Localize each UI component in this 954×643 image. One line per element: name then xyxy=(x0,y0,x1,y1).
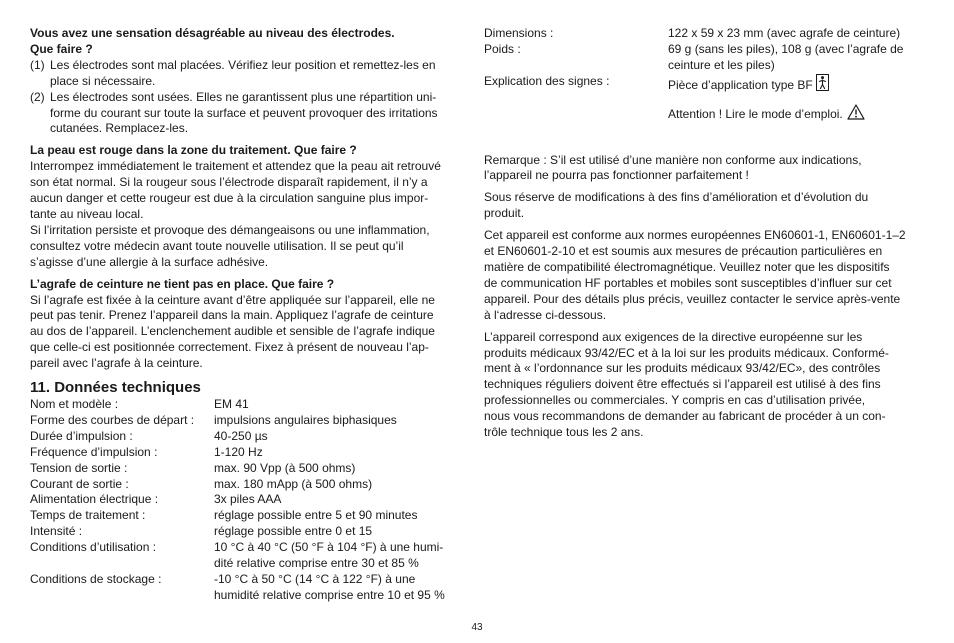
text-line: à l‘adresse ci-dessous. xyxy=(484,307,607,322)
text-line: 10 °C à 40 °C (50 °F à 104 °F) à une humi- xyxy=(214,540,444,555)
text-line: et EN60601-2-10 et est soumis aux mesures de précaution particulières en xyxy=(484,244,883,259)
q1-item-1-text xyxy=(50,58,470,90)
directive-paragraph xyxy=(484,330,924,441)
text-line: 69 g (sans les piles), 108 g (avec l’agrafe de xyxy=(668,41,904,56)
text-line: 1-120 Hz xyxy=(214,444,263,459)
text-line: peut pas tenir. Prenez l’appareil dans la main. Appliquez l’agrafe de ceinture xyxy=(30,308,434,323)
spec-row xyxy=(30,429,470,445)
text-line: l’appareil ne pourra pas fonctionner parfaitement ! xyxy=(484,168,749,183)
text-line: s’agisse d’une allergie à la surface adhésive. xyxy=(30,254,269,269)
spec-value xyxy=(668,26,924,42)
text-line: 122 x 59 x 23 mm (avec agrafe de ceinture) xyxy=(668,26,901,40)
text-line: consultez votre médecin avant toute nouvelle utilisation. Il se peut qu’il xyxy=(30,238,404,253)
q2-title: La peau est rouge dans la zone du traitement. Que faire ? xyxy=(30,143,357,158)
bf-symbol-icon xyxy=(816,74,829,96)
text-line: techniques réguliers doivent être effectués si l’appareil est utilisé à des fins xyxy=(484,377,881,392)
spec-row xyxy=(30,508,470,524)
text-line: place si nécessaire. xyxy=(50,73,156,88)
text-line: professionnelles ou commerciales. Y compris en cas d’utilisation privée, xyxy=(484,393,866,408)
spec-row xyxy=(30,397,470,413)
spec-label: Intensité : xyxy=(30,524,83,539)
spec-label: Conditions de stockage : xyxy=(30,572,162,586)
spec-row xyxy=(30,540,470,572)
text-line: réglage possible entre 5 et 90 minutes xyxy=(214,508,418,523)
text-line: matière de compatibilité électromagnétique. Veuillez noter que les dispositifs xyxy=(484,259,890,274)
text-line: pareil avec l’agrafe à la ceinture. xyxy=(30,356,203,371)
reserve-paragraph xyxy=(484,190,924,222)
text-line: Les électrodes sont usées. Elles ne garantissent plus une répartition uni- xyxy=(50,89,437,104)
spec-label: Forme des courbes de départ : xyxy=(30,412,195,427)
spec-row xyxy=(484,26,924,42)
sign-warn-text: Attention ! Lire le mode d’emploi. xyxy=(668,106,843,121)
spec-value xyxy=(214,429,470,445)
text-line: humidité relative comprise entre 10 et 95 % xyxy=(214,587,445,602)
right-spec-table xyxy=(484,26,924,125)
right-column xyxy=(484,26,924,447)
text-line: aucun danger et cette rougeur est due à la circulation sanguine plus impor- xyxy=(30,191,429,206)
spec-value xyxy=(214,413,470,429)
spec-value xyxy=(214,508,470,524)
text-line: EM 41 xyxy=(214,397,249,412)
spec-label: Fréquence d’impulsion : xyxy=(30,444,158,459)
spec-label: Explication des signes : xyxy=(484,73,610,88)
spec-row xyxy=(30,492,470,508)
text-line: trôle technique tous les 2 ans. xyxy=(484,425,644,440)
sign-warn-row xyxy=(668,104,924,125)
q1-item-1-num: (1) xyxy=(30,57,45,72)
remark-paragraph xyxy=(484,153,924,185)
text-line: ceinture et les piles) xyxy=(668,57,775,72)
q1-item-1 xyxy=(30,58,470,90)
spec-row xyxy=(30,524,470,540)
text-line: impulsions angulaires biphasiques xyxy=(214,412,397,427)
section-title: 11. Données techniques xyxy=(30,379,201,397)
spec-value xyxy=(214,445,470,461)
text-line: au dos de l’appareil. L’enclenchement audible et sensible de l’agrafe indique xyxy=(30,324,435,339)
text-line: Les électrodes sont mal placées. Vérifiez leur position et remettez-les en xyxy=(50,57,436,72)
spec-value xyxy=(214,477,470,493)
q2-block xyxy=(30,143,470,270)
text-line: Si l’irritation persiste et provoque des démangeaisons ou une inflammation, xyxy=(30,222,430,237)
warning-triangle-icon xyxy=(847,104,865,125)
q1-subtitle: Que faire ? xyxy=(30,41,93,56)
text-line: réglage possible entre 0 et 15 xyxy=(214,524,373,539)
spec-label: Conditions d’utilisation : xyxy=(30,540,157,555)
spec-value xyxy=(214,461,470,477)
spec-label: Nom et modèle : xyxy=(30,397,119,412)
spec-label: Durée d’impulsion : xyxy=(30,428,133,443)
sign-bf-row xyxy=(668,74,924,96)
spec-value xyxy=(214,492,470,508)
text-line: 3x piles AAA xyxy=(214,492,282,507)
text-line: cutanées. Remplacez-les. xyxy=(50,121,189,136)
text-line: L’appareil correspond aux exigences de la directive européenne sur les xyxy=(484,329,863,344)
spec-label: Dimensions : xyxy=(484,26,554,40)
text-line: produits médicaux 93/42/EC et à la loi sur les produits médicaux. Conformé- xyxy=(484,345,889,360)
spec-label: Temps de traitement : xyxy=(30,508,146,523)
text-line: nous vous recommandons de demander au fabricant de procéder à un con- xyxy=(484,409,886,424)
text-line: forme du courant sur toute la surface et peuvent provoquer des irritations xyxy=(50,105,438,120)
q1-item-2-num: (2) xyxy=(30,89,45,104)
text-line: Cet appareil est conforme aux normes européennes EN60601-1, EN60601-1–2 xyxy=(484,228,906,243)
text-line: ment à « l’ordonnance sur les produits médicaux 93/42/EC», des contrôles xyxy=(484,361,881,376)
spec-value xyxy=(668,42,924,74)
page-number: 43 xyxy=(471,622,483,633)
text-line: produit. xyxy=(484,206,525,221)
text-line: dité relative comprise entre 30 et 85 % xyxy=(214,556,419,571)
q1-item-2-text xyxy=(50,90,470,138)
spec-row xyxy=(484,74,924,125)
spec-label: Tension de sortie : xyxy=(30,460,128,475)
q1-block xyxy=(30,26,470,137)
spec-label: Poids : xyxy=(484,41,521,56)
spec-row xyxy=(484,42,924,74)
spec-row xyxy=(30,445,470,461)
spec-value xyxy=(668,74,924,125)
q3-title: L’agrafe de ceinture ne tient pas en place. Que faire ? xyxy=(30,276,335,291)
spec-value xyxy=(214,524,470,540)
text-line: 40-250 µs xyxy=(214,428,268,443)
q1-title: Vous avez une sensation désagréable au niveau des électrodes. xyxy=(30,26,395,40)
text-line: Remarque : S’il est utilisé d’une manière non conforme aux indications, xyxy=(484,152,862,167)
text-line: -10 °C à 50 °C (14 °C à 122 °F) à une xyxy=(214,572,416,586)
text-line: son état normal. Si la rougeur sous l’électrode disparaît rapidement, il n’y a xyxy=(30,175,428,190)
conformity-paragraph xyxy=(484,228,924,323)
spec-table xyxy=(30,397,470,604)
text-line: que celle-ci est positionnée correctement. Fixez à présent de nouveau l’ap- xyxy=(30,340,429,355)
spec-value xyxy=(214,397,470,413)
spec-value xyxy=(214,540,470,572)
spec-row xyxy=(30,461,470,477)
text-line: max. 180 mApp (à 500 ohms) xyxy=(214,476,373,491)
spec-row xyxy=(30,413,470,429)
text-line: tante au niveau local. xyxy=(30,206,144,221)
q1-item-2 xyxy=(30,90,470,138)
text-line: Sous réserve de modifications à des fins d’amélioration et d’évolution du xyxy=(484,190,869,205)
sign-bf-text: Pièce d’application type BF xyxy=(668,77,813,92)
text-line: max. 90 Vpp (à 500 ohms) xyxy=(214,460,356,475)
text-line: Si l’agrafe est fixée à la ceinture avant d’être appliquée sur l’appareil, elle ne xyxy=(30,292,435,307)
spec-value xyxy=(214,572,470,604)
text-line: Interrompez immédiatement le traitement et attendez que la peau ait retrouvé xyxy=(30,159,441,174)
left-column xyxy=(30,26,470,604)
text-line: de communication HF portables et mobiles sont susceptibles d’influer sur cet xyxy=(484,275,892,290)
q3-block xyxy=(30,277,470,372)
spec-label: Courant de sortie : xyxy=(30,476,129,491)
spec-label: Alimentation électrique : xyxy=(30,492,159,507)
text-line: appareil. Pour des détails plus précis, veuillez contacter le service après-vente xyxy=(484,291,901,306)
spec-row xyxy=(30,477,470,493)
spec-row xyxy=(30,572,470,604)
